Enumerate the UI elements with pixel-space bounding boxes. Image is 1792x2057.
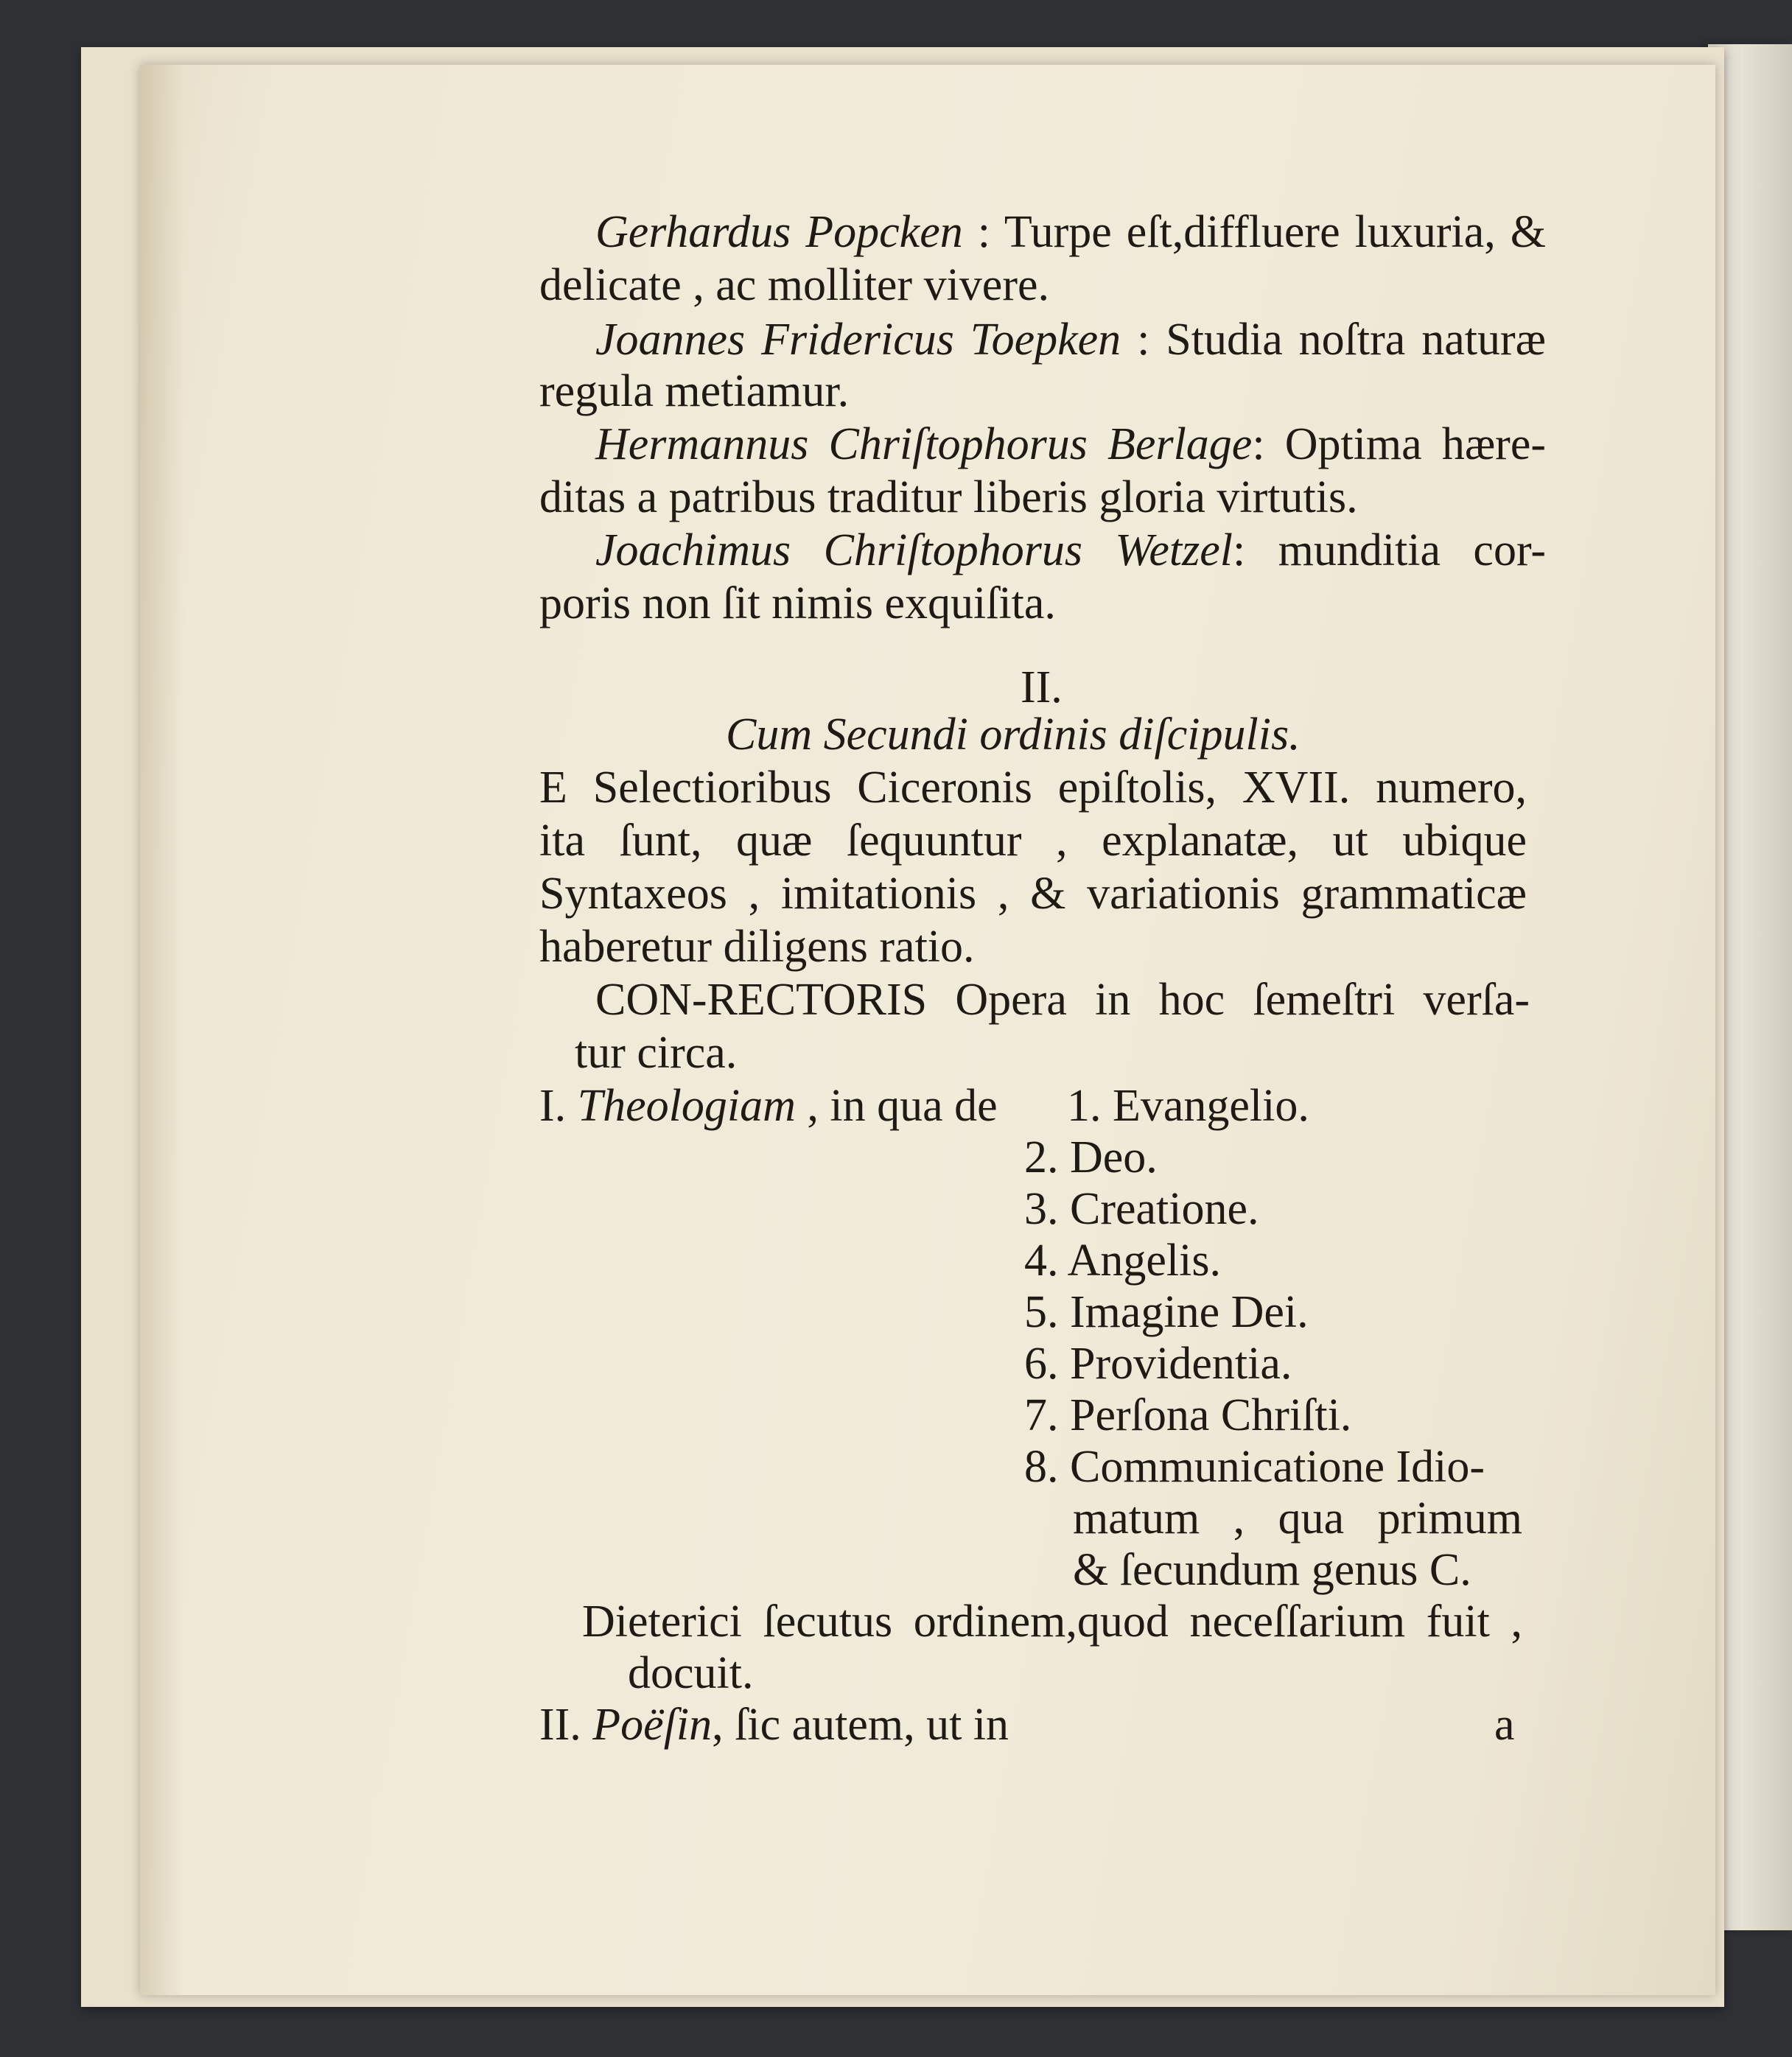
theology-label: Theologiam xyxy=(577,1081,796,1131)
entry-1-text: : Turpe eſt,diffluere luxuria, & xyxy=(962,207,1546,257)
theology-item-8-cont-1: matum , qua primum xyxy=(1073,1493,1522,1543)
theology-intro: , in qua de xyxy=(795,1081,998,1131)
entry-4-line-1 xyxy=(595,525,1546,576)
poetry-line xyxy=(539,1699,1009,1751)
entry-4-text: : munditia cor- xyxy=(1232,525,1546,575)
entry-2-name: Joannes Fridericus Toepken xyxy=(595,315,1121,365)
entry-4-name: Joachimus Chriſtophorus Wetzel xyxy=(595,525,1233,575)
signature-mark: a xyxy=(1494,1700,1515,1750)
section-heading: Cum Secundi ordinis diſcipulis. xyxy=(726,709,1301,760)
para1-line-1: E Selectioribus Ciceronis epiſtolis, XVII. numero, xyxy=(539,763,1527,813)
theology-item-3: 3. Creatione. xyxy=(1024,1184,1259,1234)
theology-item-6: 6. Providentia. xyxy=(1024,1339,1292,1389)
entry-3-text: : Optima hære- xyxy=(1252,419,1546,469)
theology-item-1: 1. Evangelio. xyxy=(1067,1081,1309,1131)
para1-line-3: Syntaxeos , imitationis , & variationis grammaticæ xyxy=(539,869,1527,919)
theology-line xyxy=(539,1080,998,1132)
closing-line-1: Dieterici ſecutus ordinem,quod neceſſarium fuit , xyxy=(582,1597,1522,1647)
entry-2-line-2: regula metiamur. xyxy=(539,366,850,416)
entry-2-text: : Studia noſtra naturæ xyxy=(1121,315,1546,365)
theology-item-8-cont-2: & ſecundum genus C. xyxy=(1073,1545,1471,1595)
poetry-numeral: II. xyxy=(539,1700,581,1750)
section-number: II. xyxy=(1021,662,1063,712)
entry-4-line-2: poris non ſit nimis exquiſita. xyxy=(539,578,1056,628)
entry-1-line-1 xyxy=(595,206,1546,258)
theology-item-4: 4. Angelis. xyxy=(1024,1236,1221,1286)
para2-line-2: tur circa. xyxy=(575,1028,738,1078)
poetry-label: Poëſin xyxy=(592,1700,713,1750)
theology-item-5: 5. Imagine Dei. xyxy=(1024,1287,1309,1337)
entry-3-line-1 xyxy=(595,418,1546,470)
theology-item-2: 2. Deo. xyxy=(1024,1132,1158,1182)
para1-line-2: ita ſunt, quæ ſequuntur , explanatæ, ut ubique xyxy=(539,816,1527,866)
theology-numeral: I. xyxy=(539,1081,567,1131)
entry-3-name: Hermannus Chriſtophorus Berlage xyxy=(595,419,1253,469)
theology-item-7: 7. Perſona Chriſti. xyxy=(1024,1390,1352,1440)
para2-line-1: CON-RECTORIS Opera in hoc ſemeſtri verſa- xyxy=(595,975,1530,1025)
entry-3-line-2: ditas a patribus traditur liberis gloria virtutis. xyxy=(539,472,1358,522)
theology-item-8: 8. Communicatione Idio- xyxy=(1024,1442,1485,1492)
entry-2-line-1 xyxy=(595,314,1546,365)
poetry-text: , ſic autem, ut in xyxy=(712,1700,1009,1750)
para1-line-4: haberetur diligens ratio. xyxy=(539,922,975,972)
entry-1-line-2: delicate , ac molliter vivere. xyxy=(539,260,1049,310)
closing-line-2: docuit. xyxy=(628,1648,754,1698)
entry-1-name: Gerhardus Popcken xyxy=(595,207,963,257)
